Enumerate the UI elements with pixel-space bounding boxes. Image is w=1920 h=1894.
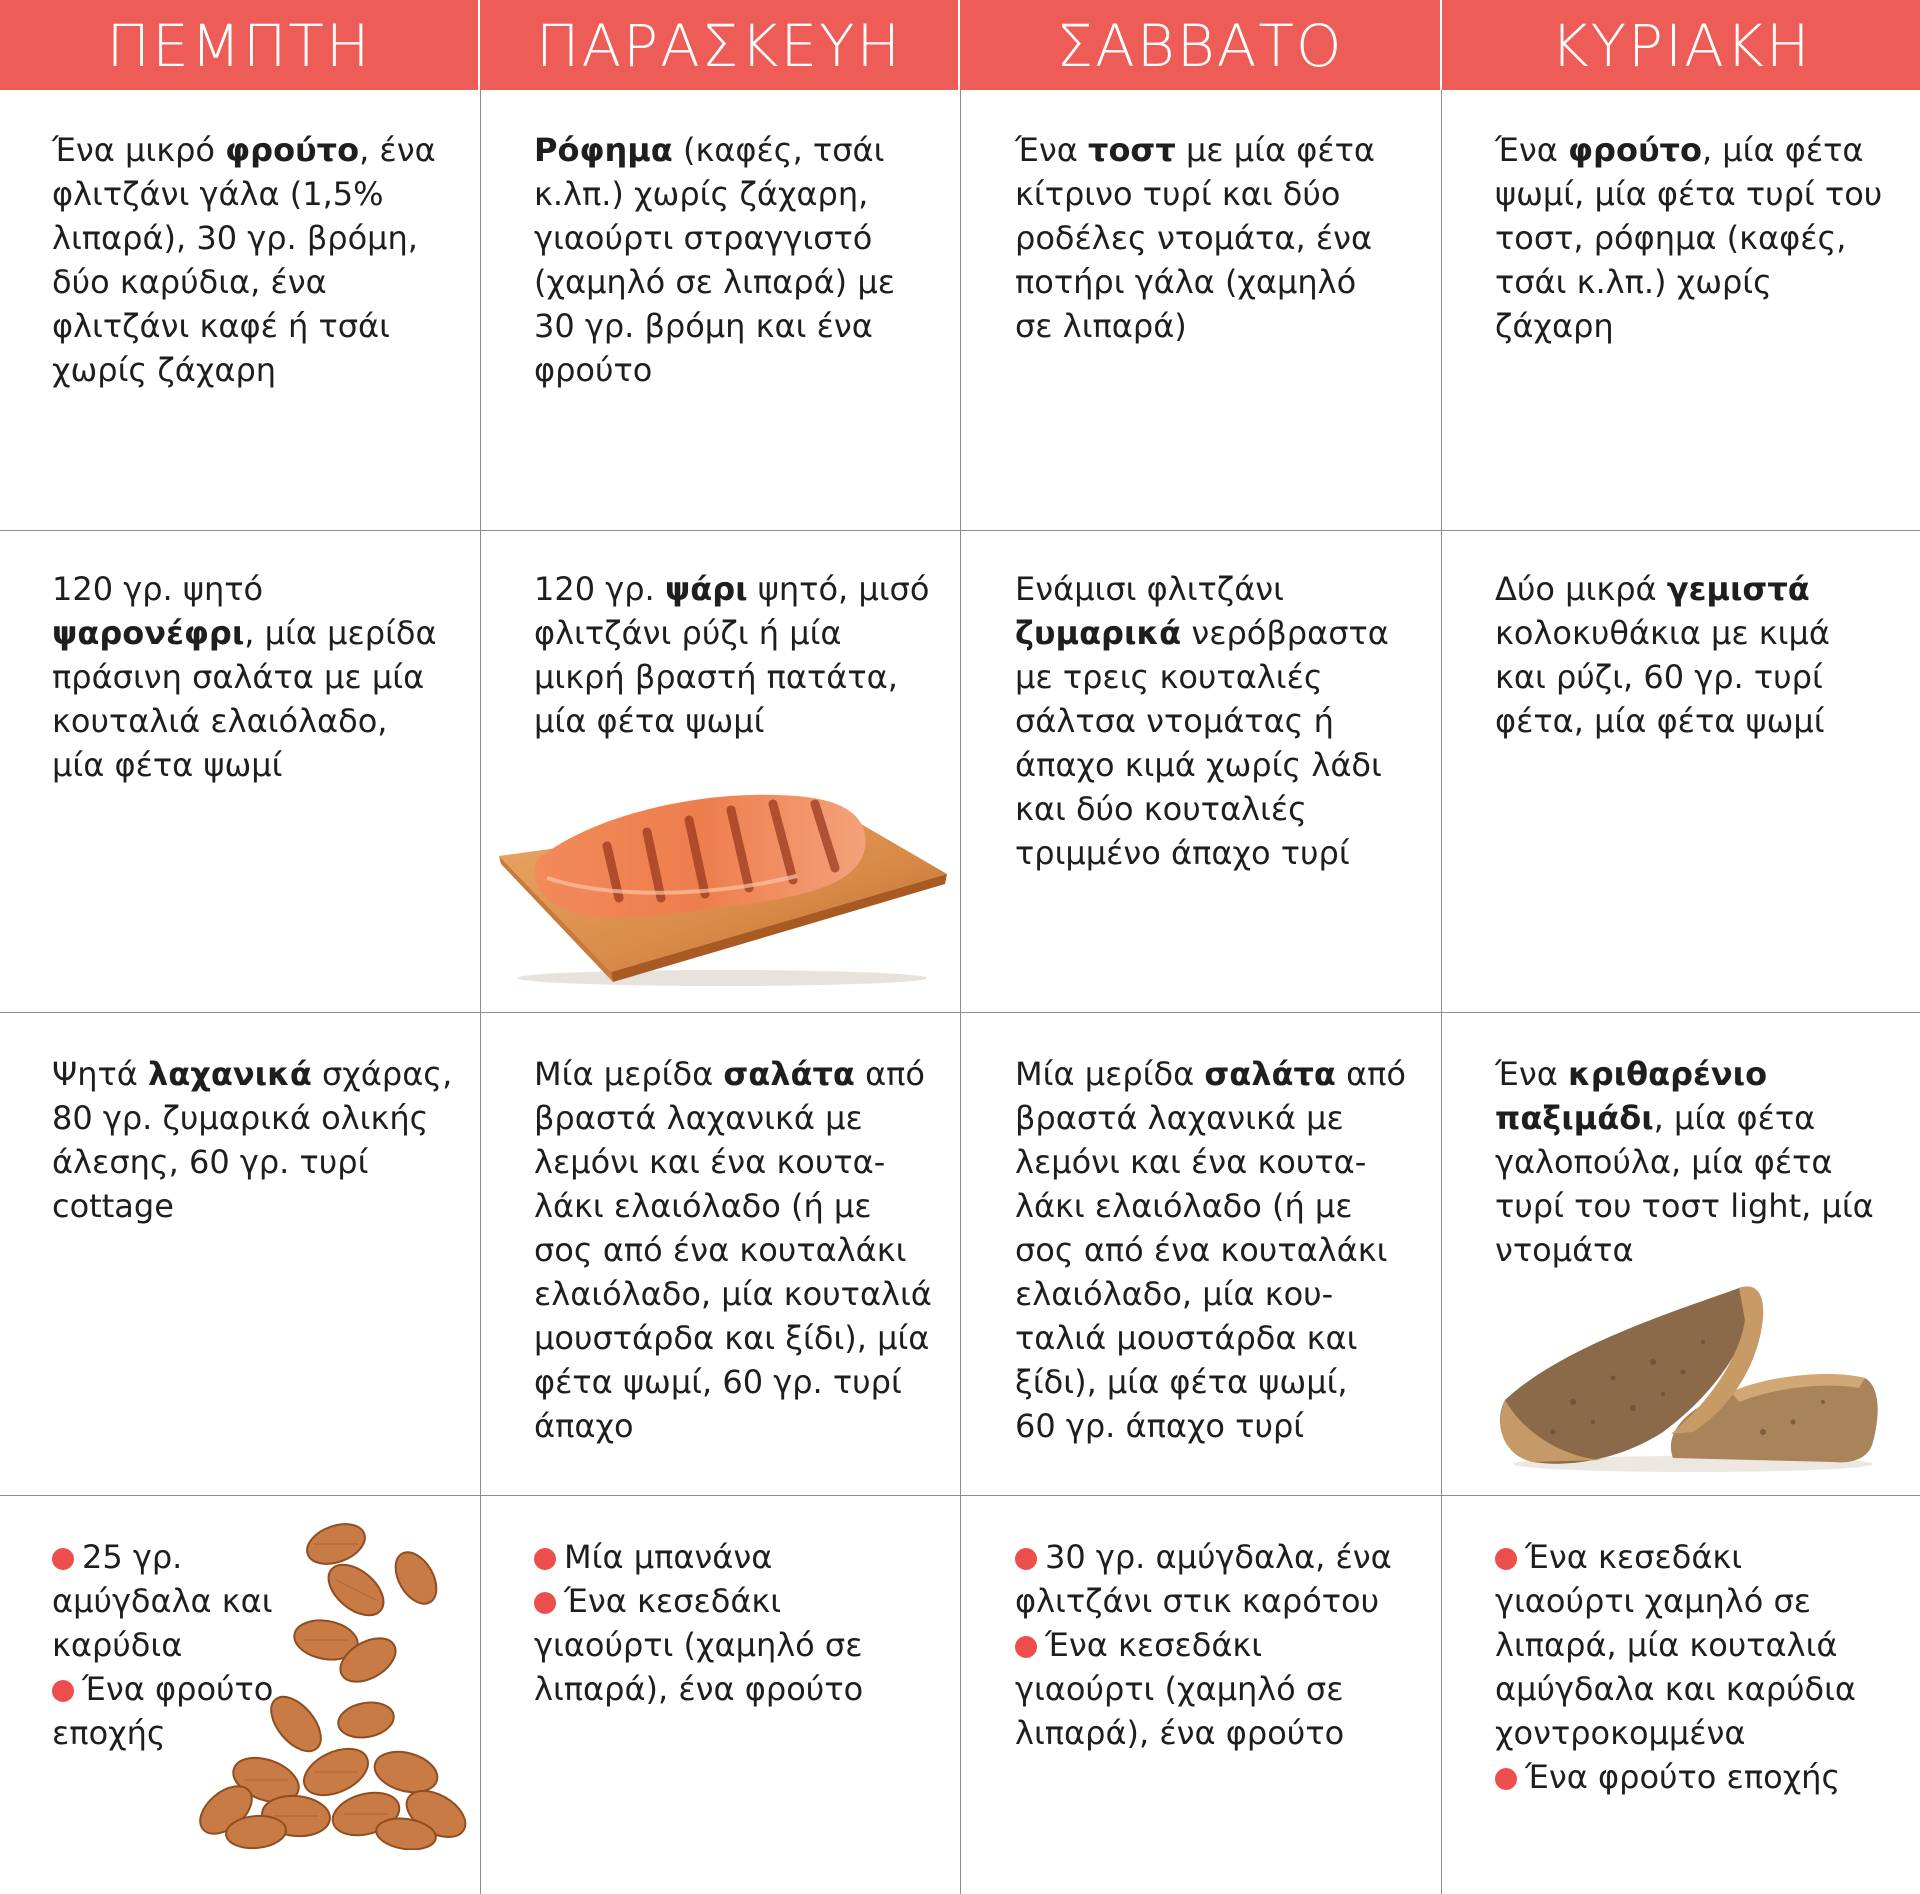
text-line [1015,1272,1420,1316]
text-line [1015,1404,1420,1448]
text-line [1495,1579,1900,1623]
text-segment: άλεσης, 60 γρ. τυρί [52,1143,369,1181]
text-line [1495,655,1900,699]
row-divider [0,530,1920,531]
cell-saturday-breakfast [1015,128,1420,348]
text-segment: τυρί του τοστ light, μία [1495,1187,1874,1225]
text-segment: λιπαρά), ένα φρούτο [534,1670,864,1708]
text-line [1015,787,1420,831]
text-line [52,611,457,655]
cell-sunday-lunch [1495,567,1900,743]
text-segment: λεμόνι και ένα κουτα- [1015,1143,1367,1181]
text-segment: από [854,1055,925,1093]
text-line [1495,699,1900,743]
text-line [1495,1228,1900,1272]
text-segment: , μία φέτα [1653,1099,1816,1137]
text-line [534,1535,939,1579]
text-segment: μικρή βραστή πατάτα, [534,658,898,696]
text-segment: μουστάρδα και ξίδι), μία [534,1319,930,1357]
text-line [534,216,939,260]
text-line [1015,655,1420,699]
text-segment: λάκι ελαιόλαδο (ή με [534,1187,872,1225]
text-segment: ποτήρι γάλα (χαμηλό [1015,263,1357,301]
highlighted-food: λαχανικά [148,1055,312,1093]
text-line [534,1184,939,1228]
text-segment: ψωμί, μία φέτα τυρί του [1495,175,1883,213]
text-line [52,567,457,611]
text-segment: σάλτσα ντομάτας ή [1015,702,1334,740]
highlighted-food: κριθαρένιο [1568,1055,1768,1093]
text-segment: (χαμηλό σε λιπαρά) με [534,263,895,301]
text-segment: φλιτζάνι στικ καρότου [1015,1582,1380,1620]
text-line [1015,611,1420,655]
text-segment: μία φέτα ψωμί [52,746,283,784]
text-line [1015,1711,1420,1755]
text-segment: 120 γρ. ψητό [52,570,264,608]
text-line [52,216,457,260]
text-segment: Ένα [1495,131,1569,169]
text-line [1015,1184,1420,1228]
text-segment: Ένα [1495,1055,1569,1093]
text-segment: χωρίς ζάχαρη [52,351,277,389]
text-segment: εποχής [52,1714,166,1752]
text-line [534,1579,939,1623]
text-line [52,348,457,392]
text-segment: λιπαρά, μία κουταλιά [1495,1626,1838,1664]
cell-saturday-dinner [1015,1052,1420,1448]
highlighted-food: ψάρι [664,570,748,608]
text-line [534,128,939,172]
text-line [1015,128,1420,172]
bullet-icon [1495,1548,1517,1570]
column-divider [480,90,481,1894]
text-line [52,172,457,216]
text-segment: τσάι κ.λπ.) χωρίς [1495,263,1772,301]
text-line [52,128,457,172]
text-segment: 30 γρ. βρόμη και ένα [534,307,873,345]
text-segment: Ένα φρούτο εποχής [1525,1758,1841,1796]
highlighted-food: ψαρονέφρι [52,614,245,652]
text-line [1015,172,1420,216]
text-line [534,1404,939,1448]
text-line [1495,1140,1900,1184]
text-segment: , μία φέτα [1701,131,1864,169]
highlighted-food: Ρόφημα [534,131,673,169]
bullet-icon [52,1680,74,1702]
text-line [1495,567,1900,611]
text-segment: λιπαρά), 30 γρ. βρόμη, [52,219,418,257]
text-segment: κ.λπ.) χωρίς ζάχαρη, [534,175,869,213]
text-line [52,1140,457,1184]
bullet-icon [52,1548,74,1570]
text-segment: 25 γρ. [82,1538,183,1576]
text-line [1495,216,1900,260]
cell-thursday-lunch [52,567,457,787]
cell-thursday-breakfast [52,128,457,392]
text-line [52,260,457,304]
text-segment: γιαούρτι χαμηλό σε [1495,1582,1812,1620]
text-segment: (καφές, τσάι [672,131,885,169]
text-segment: Ένα κεσεδάκι [1045,1626,1263,1664]
text-line [1015,567,1420,611]
text-line [534,1052,939,1096]
row-divider [0,1012,1920,1013]
text-segment: λεμόνι και ένα κουτα- [534,1143,886,1181]
text-line [1495,1096,1900,1140]
text-segment: φέτα, μία φέτα ψωμί [1495,702,1825,740]
text-line [534,1667,939,1711]
text-line [534,1316,939,1360]
text-line [534,655,939,699]
day-thursday: ΠΕΜΠΤΗ [106,12,372,80]
text-line [1015,1316,1420,1360]
text-segment: 30 γρ. αμύγδαλα, ένα [1045,1538,1392,1576]
text-segment: μία φέτα ψωμί [534,702,765,740]
text-segment: Ένα κεσεδάκι [564,1582,782,1620]
text-segment: κουταλιά ελαιόλαδο, [52,702,388,740]
text-line [1015,1535,1420,1579]
highlighted-food: σαλάτα [1204,1055,1336,1093]
highlighted-food: γεμιστά [1666,570,1810,608]
text-segment: 120 γρ. [534,570,665,608]
text-segment: cottage [52,1187,174,1225]
text-segment: τριμμένο άπαχο τυρί [1015,834,1350,872]
text-line [52,743,457,787]
text-line [1495,1535,1900,1579]
text-line [534,1272,939,1316]
text-line [1015,1228,1420,1272]
bullet-icon [1495,1768,1517,1790]
text-segment: τοστ, ρόφημα (καφές, [1495,219,1847,257]
day-sunday: ΚΥΡΙΑΚΗ [1550,12,1812,80]
cell-sunday-snack [1495,1535,1900,1799]
text-segment: αμύγδαλα και [52,1582,273,1620]
text-segment: γιαούρτι (χαμηλό σε [534,1626,863,1664]
text-segment: γιαούρτι στραγγιστό [534,219,873,257]
text-line [1015,1096,1420,1140]
text-line [534,1228,939,1272]
text-segment: Ένα φρούτο [82,1670,274,1708]
text-segment: νερόβραστα [1181,614,1389,652]
text-segment: φλιτζάνι γάλα (1,5% [52,175,384,213]
text-segment: από [1335,1055,1406,1093]
text-line [1495,1052,1900,1096]
text-line [1015,1140,1420,1184]
column-divider [960,90,961,1894]
text-line [1015,1667,1420,1711]
text-line [1015,743,1420,787]
row-divider [0,1495,1920,1496]
text-segment: γιαούρτι (χαμηλό σε [1015,1670,1344,1708]
text-line [534,1096,939,1140]
text-segment: ελαιόλαδο, μία κου- [1015,1275,1334,1313]
text-segment: 80 γρ. ζυμαρικά ολικής [52,1099,429,1137]
text-segment: καρύδια [52,1626,183,1664]
text-line [534,611,939,655]
text-segment: σχάρας, [311,1055,453,1093]
text-segment: 60 γρ. άπαχο τυρί [1015,1407,1305,1445]
cell-saturday-snack [1015,1535,1420,1755]
text-segment: σος από ένα κουταλάκι [1015,1231,1388,1269]
text-line [1015,831,1420,875]
text-line [1495,1755,1900,1799]
text-line [52,1096,457,1140]
text-segment: ντομάτα [1495,1231,1634,1269]
cell-friday-lunch [534,567,939,743]
text-line [534,172,939,216]
day-header-bar [0,0,1920,90]
text-segment: γαλοπούλα, μία φέτα [1495,1143,1833,1181]
cell-thursday-dinner [52,1052,457,1228]
bullet-icon [534,1592,556,1614]
text-segment: Ενάμισι φλιτζάνι [1015,570,1284,608]
text-line [534,1140,939,1184]
text-line [1495,128,1900,172]
highlighted-food: τοστ [1088,131,1176,169]
text-segment: ξίδι), μία φέτα ψωμί, [1015,1363,1348,1401]
text-segment: βραστά λαχανικά με [1015,1099,1344,1137]
bullet-icon [1015,1548,1037,1570]
text-line [1015,1360,1420,1404]
text-segment: Ψητά [52,1055,148,1093]
text-segment: Ένα κεσεδάκι [1525,1538,1743,1576]
text-line [1015,1623,1420,1667]
text-line [534,348,939,392]
text-segment: με τρεις κουταλιές [1015,658,1323,696]
highlighted-food: ζυμαρικά [1015,614,1182,652]
text-line [1015,699,1420,743]
cell-friday-breakfast [534,128,939,392]
text-segment: με μία φέτα [1175,131,1375,169]
text-segment: φρούτο [534,351,653,389]
highlighted-food: φρούτο [1568,131,1702,169]
text-segment: ψητό, μισό [747,570,930,608]
text-line [1495,260,1900,304]
highlighted-food: παξιμάδι [1495,1099,1654,1137]
text-line [52,655,457,699]
text-segment: , μία μερίδα [244,614,437,652]
text-line [534,260,939,304]
day-saturday: ΣΑΒΒΑΤΟ [1056,12,1344,80]
text-segment: σος από ένα κουταλάκι [534,1231,907,1269]
text-line [1495,611,1900,655]
text-line [1495,1667,1900,1711]
text-line [534,567,939,611]
text-segment: σε λιπαρά) [1015,307,1187,345]
cell-friday-snack [534,1535,939,1711]
text-segment: πράσινη σαλάτα με μία [52,658,425,696]
barley-rusk-image [1493,1282,1885,1474]
text-line [52,304,457,348]
bullet-icon [1015,1636,1037,1658]
text-line [534,699,939,743]
text-segment: Ένα μικρό [52,131,226,169]
text-segment: ροδέλες ντομάτα, ένα [1015,219,1373,257]
grilled-salmon-image [497,748,949,986]
text-line [1015,216,1420,260]
highlighted-food: σαλάτα [723,1055,855,1093]
text-segment: Δύο μικρά [1495,570,1667,608]
text-segment: λιπαρά), ένα φρούτο [1015,1714,1345,1752]
text-segment: βραστά λαχανικά με [534,1099,863,1137]
text-segment: ζάχαρη [1495,307,1614,345]
text-segment: κολοκυθάκια με κιμά [1495,614,1830,652]
text-segment: αμύγδαλα και καρύδια [1495,1670,1857,1708]
text-segment: άπαχο [534,1407,634,1445]
text-line [1495,1184,1900,1228]
text-line [534,304,939,348]
text-segment: και ρύζι, 60 γρ. τυρί [1495,658,1823,696]
text-line [1495,1623,1900,1667]
text-segment: Ένα [1015,131,1089,169]
text-segment: φέτα ψωμί, 60 γρ. τυρί [534,1363,902,1401]
cell-friday-dinner [534,1052,939,1448]
cell-sunday-dinner [1495,1052,1900,1272]
text-line [1015,1052,1420,1096]
day-friday: ΠΑΡΑΣΚΕΥΗ [535,12,903,80]
text-segment: κίτρινο τυρί και δύο [1015,175,1341,213]
text-segment: Μία μερίδα [1015,1055,1205,1093]
text-segment: δύο καρύδια, ένα [52,263,327,301]
text-line [1015,260,1420,304]
bullet-icon [534,1548,556,1570]
text-line [1015,1579,1420,1623]
text-segment: άπαχο κιμά χωρίς λάδι [1015,746,1382,784]
text-segment: φλιτζάνι καφέ ή τσάι [52,307,390,345]
text-segment: ελαιόλαδο, μία κουταλιά [534,1275,932,1313]
text-segment: λάκι ελαιόλαδο (ή με [1015,1187,1353,1225]
text-segment: Μία μπανάνα [564,1538,773,1576]
text-line [534,1360,939,1404]
almonds-image [196,1510,480,1850]
column-divider [1441,90,1442,1894]
text-line [1015,304,1420,348]
text-segment: , ένα [359,131,436,169]
cell-sunday-breakfast [1495,128,1900,348]
text-line [52,699,457,743]
text-line [534,1623,939,1667]
text-line [1495,172,1900,216]
text-segment: Μία μερίδα [534,1055,724,1093]
text-segment: ταλιά μουστάρδα και [1015,1319,1358,1357]
text-line [1495,304,1900,348]
text-segment: χοντροκομμένα [1495,1714,1746,1752]
highlighted-food: φρούτο [225,131,360,169]
text-segment: και δύο κουταλιές [1015,790,1307,828]
cell-saturday-lunch [1015,567,1420,875]
text-segment: φλιτζάνι ρύζι ή μία [534,614,842,652]
text-line [52,1052,457,1096]
text-line [1495,1711,1900,1755]
text-line [52,1184,457,1228]
